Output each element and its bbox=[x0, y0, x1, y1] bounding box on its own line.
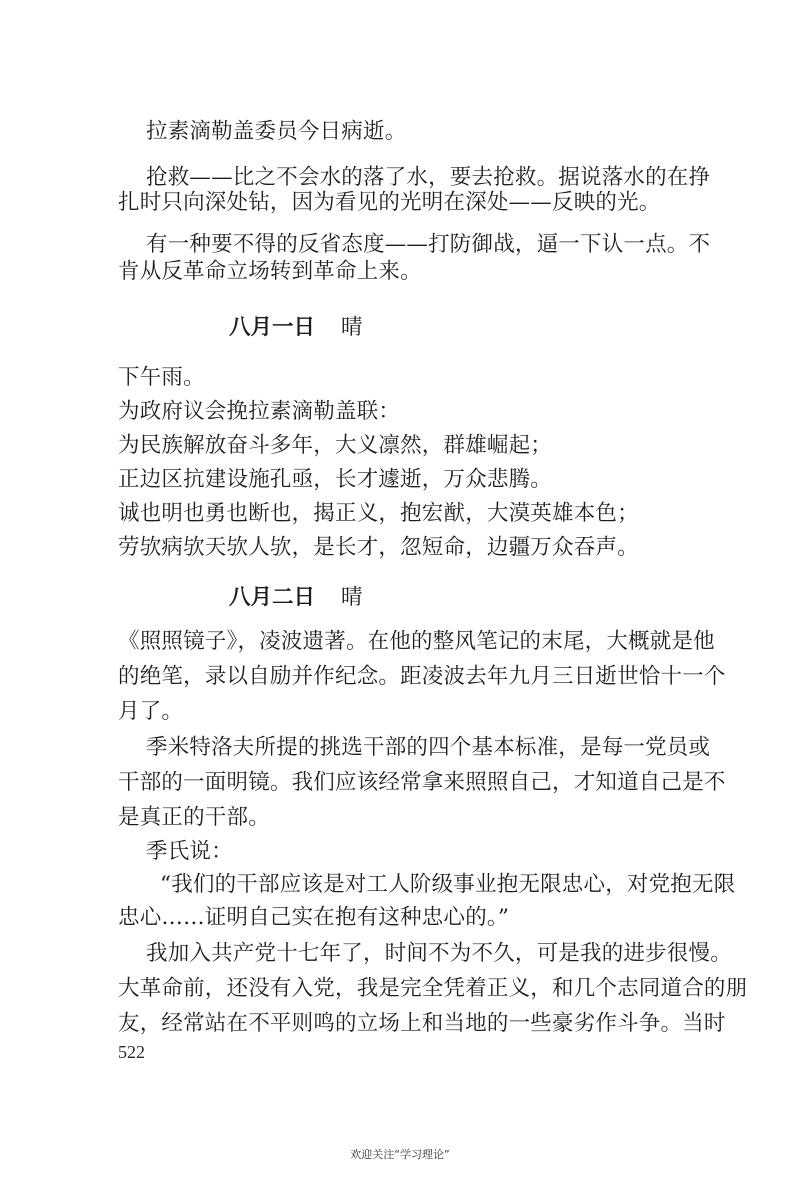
couplet-line: 为民族解放奋斗多年，大义凛然，群雄崛起； bbox=[118, 433, 553, 458]
paragraph-line: 肯从反革命立场转到革命上来。 bbox=[118, 259, 422, 284]
couplet-line: 诚也明也勇也断也，揭正义，抱宏猷，大漠英雄本色； bbox=[118, 501, 639, 526]
entry-heading-aug-1 bbox=[229, 314, 363, 342]
couplet-line: 劳欤病欤天欤人欤，是长才，忽短命，边疆万众吞声。 bbox=[118, 535, 639, 560]
footer-note: 欢迎关注“学习理论” bbox=[350, 1148, 450, 1161]
page-number: 522 bbox=[118, 1042, 145, 1062]
entry-line: 友，经常站在不平则鸣的立场上和当地的一些豪劣作斗争。当时 bbox=[118, 1011, 726, 1036]
quote-line: “我们的干部应该是对工人阶级事业抱无限忠心，对党抱无限 bbox=[160, 872, 736, 897]
entry-line: 季米特洛夫所提的挑选干部的四个基本标准，是每一党员或 bbox=[146, 735, 711, 760]
entry-line: 《照照镜子》，凌波遗著。在他的整风笔记的末尾，大概就是他 bbox=[118, 629, 715, 654]
entry-line: 为政府议会挽拉素滴勒盖联： bbox=[118, 399, 401, 424]
quote-line: 忠心……证明自己实在抱有这种忠心的。” bbox=[118, 905, 510, 930]
entry-weather: 晴 bbox=[341, 585, 363, 610]
entry-line: 的绝笔，录以自励并作纪念。距凌波去年九月三日逝世恰十一个 bbox=[118, 664, 726, 689]
entry-line: 月了。 bbox=[118, 699, 184, 724]
entry-weather: 晴 bbox=[341, 315, 363, 340]
paragraph-line: 拉素滴勒盖委员今日病逝。 bbox=[146, 119, 407, 144]
entry-heading-aug-2 bbox=[229, 584, 363, 612]
entry-line: 干部的一面明镜。我们应该经常拿来照照自己，才知道自己是不 bbox=[118, 770, 726, 795]
entry-line: 我加入共产党十七年了，时间不为不久，可是我的进步很慢。 bbox=[146, 941, 732, 966]
paragraph-line: 有一种要不得的反省态度——打防御战，逼一下认一点。不 bbox=[146, 232, 711, 257]
entry-line: 下午雨。 bbox=[118, 365, 205, 390]
entry-line: 季氏说： bbox=[146, 839, 233, 864]
entry-line: 是真正的干部。 bbox=[118, 805, 270, 830]
entry-date: 八月一日 bbox=[229, 315, 316, 340]
entry-line: 大革命前，还没有入党，我是完全凭着正义，和几个志同道合的朋 bbox=[118, 976, 748, 1001]
paragraph-line: 抢救——比之不会水的落了水，要去抢救。据说落水的在挣 bbox=[146, 165, 711, 190]
couplet-line: 正边区抗建设施孔亟，长才遽逝，万众悲腾。 bbox=[118, 467, 553, 492]
paragraph-line: 扎时只向深处钻，因为看见的光明在深处——反映的光。 bbox=[118, 190, 661, 215]
entry-date: 八月二日 bbox=[229, 585, 316, 610]
